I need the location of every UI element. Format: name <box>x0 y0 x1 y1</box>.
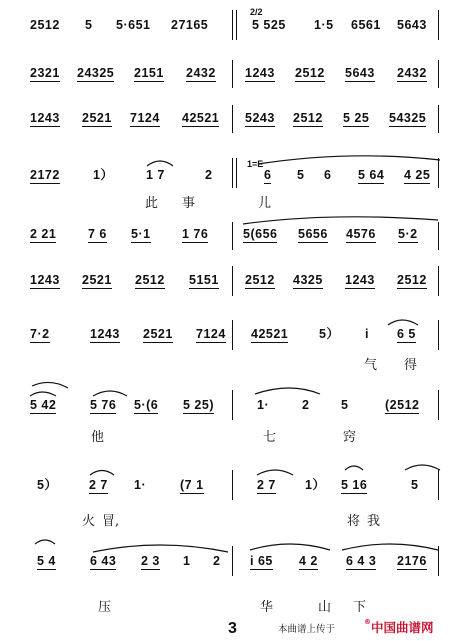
note-group: 1243 <box>245 66 275 80</box>
lyric: 此 <box>145 196 159 211</box>
slur <box>243 217 438 224</box>
note-group: 1· <box>257 398 270 412</box>
note-group: 6 43 <box>90 554 117 568</box>
slur <box>93 545 228 552</box>
bar-line <box>232 222 233 250</box>
note-group: 5·2 <box>398 227 418 241</box>
note-group: 2 <box>302 398 310 412</box>
note-group: 5·651 <box>116 18 151 32</box>
note-group: 2512 <box>135 273 165 287</box>
site-logo-text: 中国曲谱网 <box>371 620 434 635</box>
note-group: 5656 <box>298 227 328 241</box>
note-group: 5 <box>341 398 349 412</box>
note-group: i <box>365 327 369 341</box>
bar-line <box>438 60 439 88</box>
note-group: 2512 <box>245 273 275 287</box>
bar-line <box>438 105 439 133</box>
bar-line <box>438 546 439 576</box>
slur <box>30 392 56 396</box>
bar-line <box>438 158 439 188</box>
slur <box>258 156 440 164</box>
slur <box>250 544 330 550</box>
note-group: 6561 <box>351 18 381 32</box>
bar-line <box>438 390 439 420</box>
note-group: 1·5 <box>314 18 334 32</box>
note-group: 5(656 <box>243 227 278 241</box>
lyric: 儿 <box>258 196 272 211</box>
lyric: 事 <box>182 196 196 211</box>
lyric: 我 <box>367 514 381 529</box>
note-group: 5 64 <box>358 168 385 182</box>
note-group: 2512 <box>397 273 427 287</box>
lyric: 华 <box>260 600 274 615</box>
note-group: 1· <box>134 478 147 492</box>
slur <box>257 470 293 475</box>
note-group: 2 7 <box>257 478 276 492</box>
lyric: 窍 <box>343 430 357 445</box>
note-group: 5 <box>297 168 305 182</box>
note-group: 4 25 <box>404 168 431 182</box>
lyric: 他 <box>91 430 105 445</box>
note-group: 7124 <box>130 111 160 125</box>
bar-line <box>232 546 233 576</box>
note-group: 2172 <box>30 168 60 182</box>
lyric: 下 <box>353 600 367 615</box>
note-group: 1 7 <box>146 168 165 182</box>
note-group: 5 <box>411 478 419 492</box>
bar-line <box>232 105 233 133</box>
note-group: 42521 <box>251 327 289 341</box>
slur <box>255 388 320 394</box>
note-group: 24325 <box>77 66 115 80</box>
note-group: 1243 <box>90 327 120 341</box>
note-group: 7124 <box>196 327 226 341</box>
note-group: 2 7 <box>89 478 108 492</box>
slur <box>342 544 438 550</box>
note-group: 6 4 3 <box>346 554 377 568</box>
double-bar-line <box>232 158 237 188</box>
note-group: 2432 <box>186 66 216 80</box>
note-group: 5 25) <box>183 398 214 412</box>
note-group: 1243 <box>30 273 60 287</box>
note-group: 6 5 <box>397 327 416 341</box>
note-group: 5 <box>85 18 93 32</box>
note-group: 1 76 <box>182 227 209 241</box>
slur <box>90 471 114 476</box>
slur <box>147 161 173 166</box>
note-group: 5243 <box>245 111 275 125</box>
upload-note: 本曲谱上传于 <box>278 624 336 635</box>
double-bar-line <box>232 10 237 40</box>
bar-line <box>438 10 439 40</box>
note-group: 54325 <box>389 111 427 125</box>
note-group: 5643 <box>397 18 427 32</box>
note-group: 5） <box>37 478 58 492</box>
tempo-mark: 2/2 <box>250 7 263 17</box>
note-group: 2521 <box>82 111 112 125</box>
note-group: 2512 <box>295 66 325 80</box>
slur <box>388 320 418 325</box>
note-group: 5 42 <box>30 398 57 412</box>
note-group: 7 6 <box>88 227 107 241</box>
lyric: 气 <box>364 358 378 373</box>
note-group: 4325 <box>293 273 323 287</box>
note-group: 5 25 <box>343 111 370 125</box>
bar-line <box>232 390 233 420</box>
note-group: 5643 <box>345 66 375 80</box>
lyric: 七 <box>263 430 277 445</box>
note-group: 5） <box>319 327 340 341</box>
note-group: 2512 <box>30 18 60 32</box>
slur <box>405 465 440 470</box>
note-group: 2 <box>213 554 221 568</box>
lyric: 冒, <box>102 514 120 529</box>
note-group: 42521 <box>182 111 220 125</box>
note-group: 5151 <box>189 273 219 287</box>
bar-line <box>232 266 233 296</box>
note-group: 2 <box>205 168 213 182</box>
note-group: 6 <box>264 168 272 182</box>
lyric: 火 <box>82 514 96 529</box>
note-group: 2512 <box>293 111 323 125</box>
note-group: 5·1 <box>131 227 151 241</box>
bar-line <box>438 320 439 350</box>
note-group: 27165 <box>171 18 209 32</box>
site-logo[interactable] <box>364 618 434 636</box>
slur <box>35 540 55 544</box>
note-group: 6 <box>324 168 332 182</box>
note-group: (7 1 <box>180 478 204 492</box>
lyric: 将 <box>347 514 361 529</box>
note-group: 2 3 <box>141 554 160 568</box>
note-group: 5·(6 <box>134 398 159 412</box>
bar-line <box>232 320 233 350</box>
note-group: 1243 <box>345 273 375 287</box>
lyric: 压 <box>98 600 112 615</box>
bar-line <box>438 470 439 500</box>
note-group: 1243 <box>30 111 60 125</box>
key-change-mark: 1=E <box>247 159 264 169</box>
bar-line <box>438 222 439 250</box>
note-group: 2321 <box>30 66 60 80</box>
note-group: 2176 <box>397 554 427 568</box>
note-group: 2432 <box>397 66 427 80</box>
note-group: 5 76 <box>90 398 117 412</box>
slur <box>345 466 363 470</box>
slur <box>93 391 127 396</box>
note-group: 1） <box>93 168 114 182</box>
note-group: 5 16 <box>341 478 368 492</box>
lyric: 山 <box>318 600 332 615</box>
slur <box>32 382 68 388</box>
note-group: 4576 <box>346 227 376 241</box>
note-group: 5 525 <box>252 18 286 32</box>
note-group: i 65 <box>250 554 273 568</box>
note-group: 1） <box>305 478 326 492</box>
note-group: 2521 <box>82 273 112 287</box>
page-number: 3 <box>228 620 237 637</box>
bar-line <box>232 470 233 500</box>
bar-line <box>232 60 233 88</box>
lyric: 得 <box>404 358 418 373</box>
note-group: 2521 <box>143 327 173 341</box>
note-group: 5 4 <box>37 554 56 568</box>
note-group: (2512 <box>385 398 420 412</box>
note-group: 4 2 <box>299 554 318 568</box>
trademark-icon: ® <box>364 618 371 626</box>
note-group: 1 <box>183 554 191 568</box>
note-group: 2 21 <box>30 227 57 241</box>
bar-line <box>438 266 439 296</box>
note-group: 7·2 <box>30 327 50 341</box>
note-group: 2151 <box>134 66 164 80</box>
